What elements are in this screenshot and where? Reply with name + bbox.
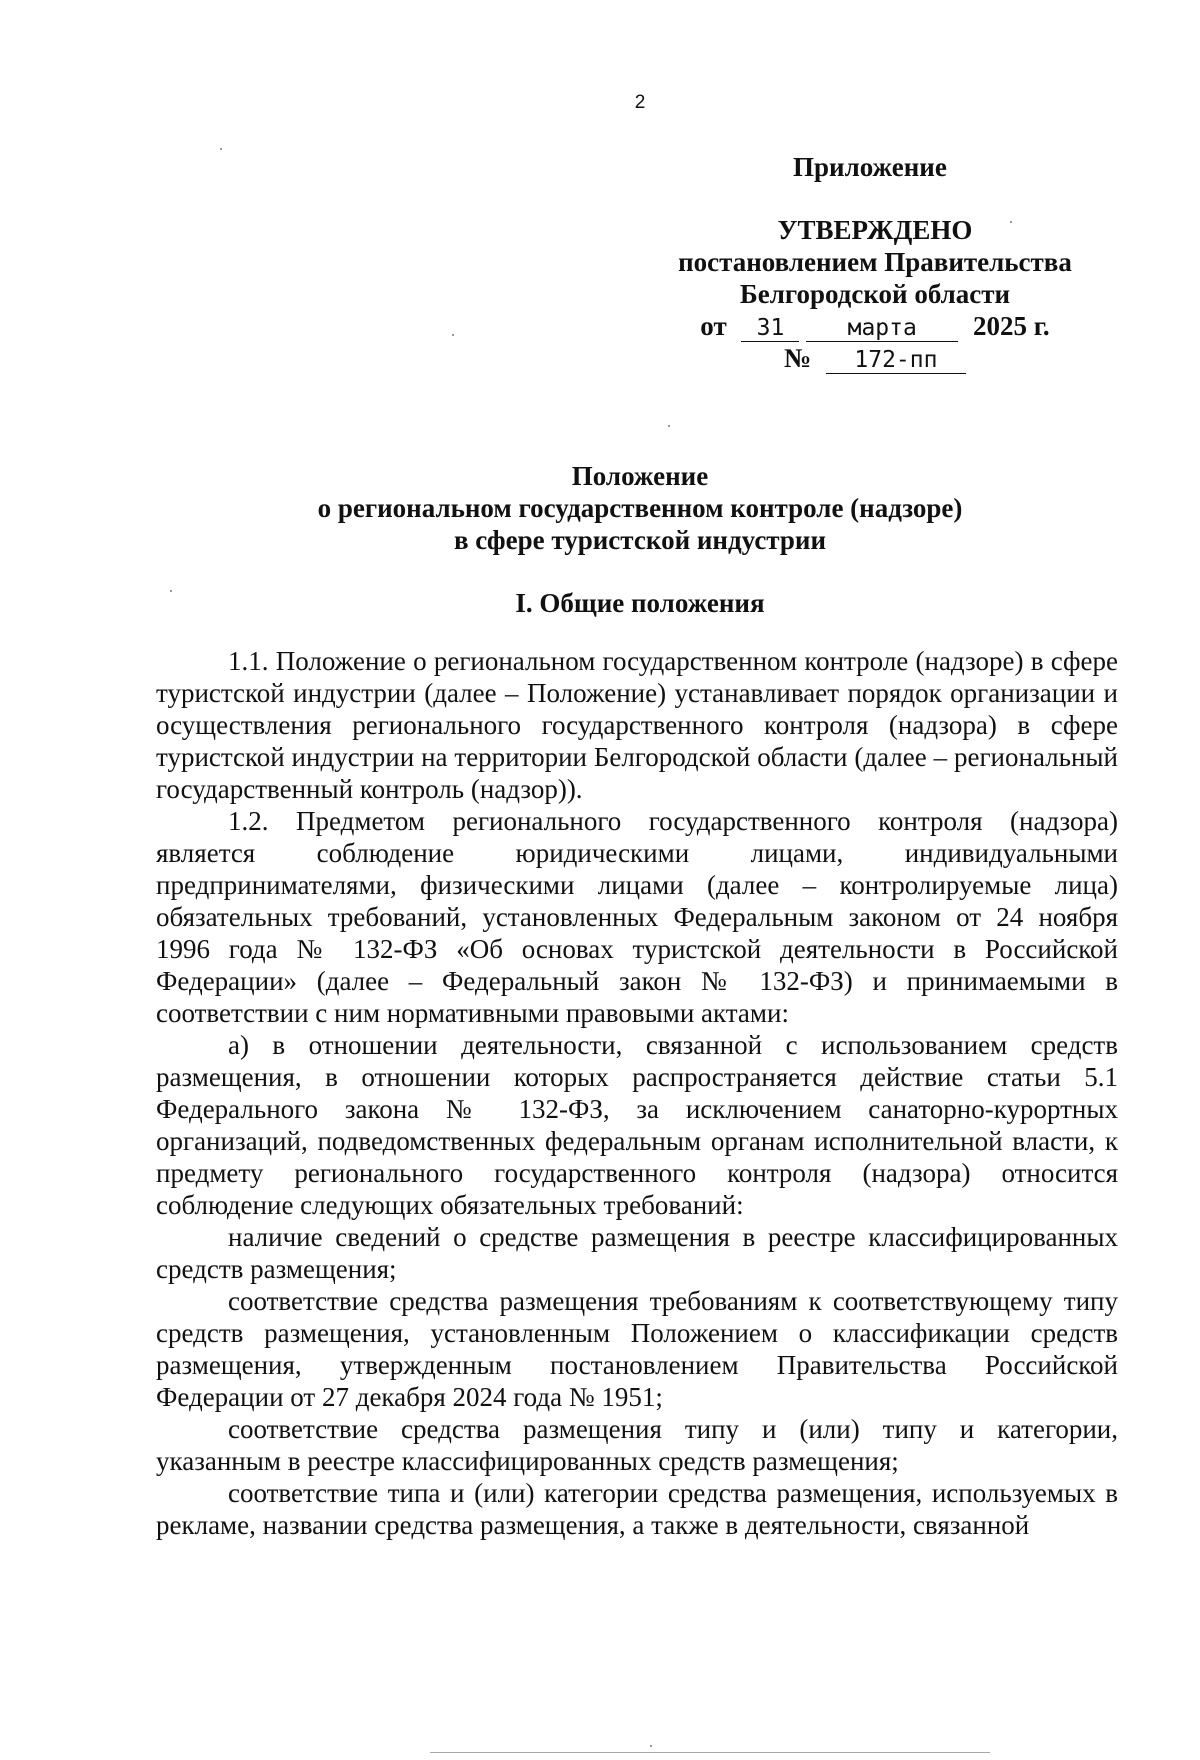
scan-speck: [220, 148, 222, 150]
appendix-label: Приложение: [793, 152, 947, 182]
page-number: 2: [634, 92, 646, 113]
approval-heading: УТВЕРЖДЕНО: [777, 215, 973, 245]
date-day-field: 31: [741, 315, 799, 342]
date-prefix: от: [700, 311, 727, 341]
number-prefix: №: [784, 343, 812, 373]
paragraph-a: а) в отношении деятельности, связанной с использованием средств размещения, в отношении которых распространяется действие статьи 5.1 Федерального закона № 132-ФЗ, за исключением санаторно-курортных организаций, подведомственных федеральным органам исполнительной власти, к предмету регионального государственного контроля (надзора) относится соблюдение следующих обязательных требований:: [156, 1030, 1118, 1220]
approval-line-2: Белгородской области: [739, 279, 1011, 309]
document-title: [160, 460, 1120, 556]
approval-line-1: постановлением Правительства: [678, 247, 1072, 277]
requirement-item-2: соответствие средства размещения требованиям к соответствующему типу средств размещения, установленным Положением о классификации средств размещения, утвержденным постановлением Правительства Российской Федерации от 27 декабря 2024 года № 1951;: [156, 1286, 1118, 1412]
scan-speck: [668, 425, 670, 427]
date-month-field: марта: [806, 315, 958, 342]
approval-number-line: [640, 342, 1110, 374]
requirement-item-1: наличие сведений о средстве размещения в реестре классифицированных средств размещения;: [156, 1222, 1118, 1284]
scan-speck: [452, 334, 454, 336]
requirement-item-3: соответствие средства размещения типу и (или) типу и категории, указанным в реестре классифицированных средств размещения;: [156, 1414, 1118, 1476]
scan-edge-line: [430, 1752, 990, 1753]
date-year: 2025 г.: [972, 311, 1050, 341]
requirement-item-4: соответствие типа и (или) категории средства размещения, используемых в рекламе, названии средства размещения, а также в деятельности, связанной: [156, 1478, 1118, 1540]
approval-date-line: [640, 310, 1110, 342]
title-line-1: Положение: [571, 461, 709, 491]
scan-speck: [1010, 221, 1012, 223]
section-heading: I. Общие положения: [515, 588, 765, 618]
scan-speck: [170, 590, 172, 592]
title-line-3: в сфере туристской индустрии: [453, 525, 827, 555]
scan-speck: [650, 1745, 652, 1747]
paragraph-1-2: 1.2. Предметом регионального государственного контроля (надзора) является соблюдение юридическими лицами, индивидуальными предпринимателями, физическими лицами (далее – контролируемые лица) обязательных требований, установленных Федеральным законом от 24 ноября 1996 года № 132-ФЗ «Об основах туристской деятельности в Российской Федерации» (далее – Федеральный закон № 132-ФЗ) и принимаемыми в соответствии с ним нормативными правовыми актами:: [156, 806, 1118, 1028]
document-number-field: 172-пп: [826, 347, 966, 374]
approval-block: [640, 214, 1110, 374]
document-body: [156, 645, 1118, 1541]
paragraph-1-1: 1.1. Положение о региональном государственном контроле (надзоре) в сфере туристской индустрии (далее – Положение) устанавливает порядок организации и осуществления регионального государственного контроля (надзора) в сфере туристской индустрии на территории Белгородской области (далее – региональный государственный контроль (надзор)).: [156, 646, 1118, 804]
title-line-2: о региональном государственном контроле (надзоре): [317, 493, 963, 523]
